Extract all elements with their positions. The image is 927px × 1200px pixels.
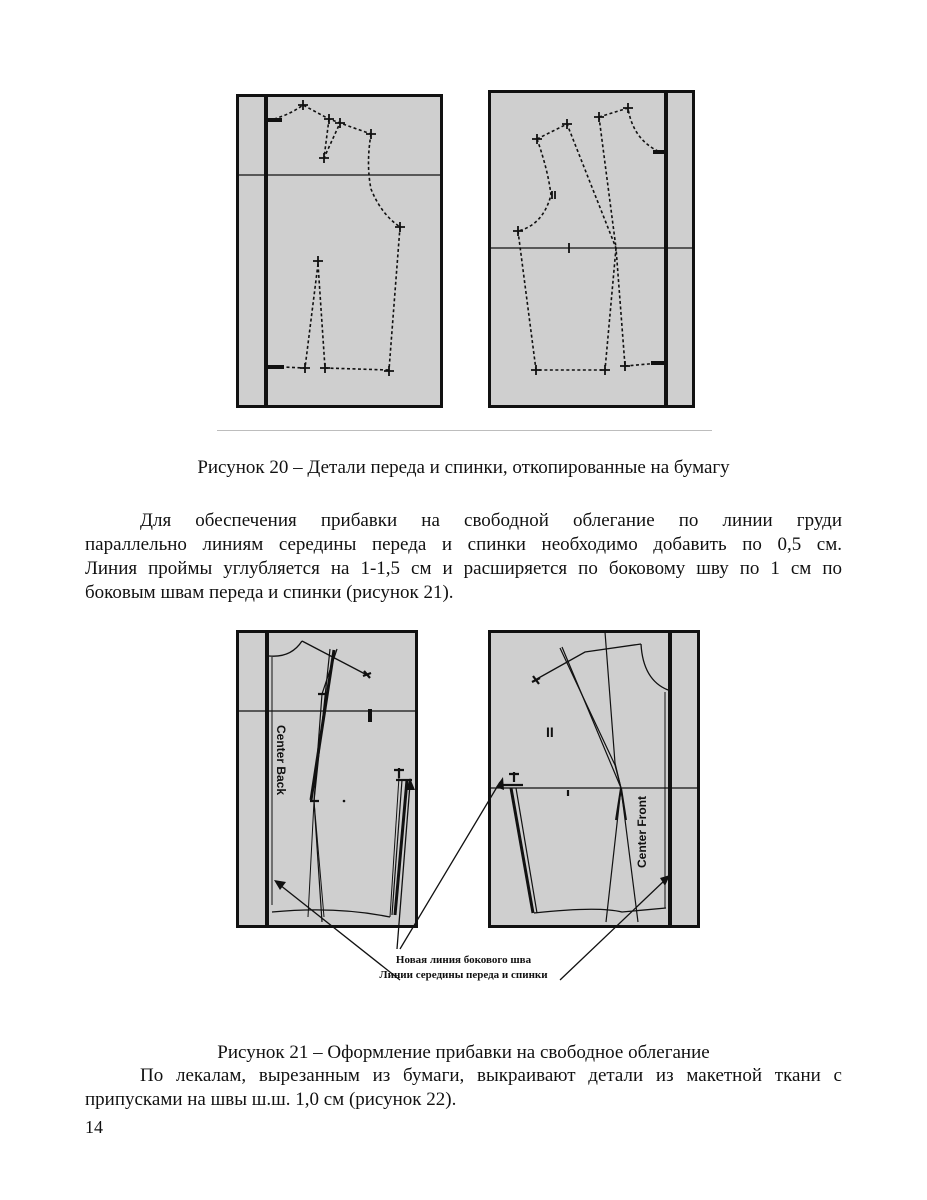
legend-line-1: Новая линия бокового шва (395, 954, 532, 966)
paragraph-line: боковым швам переда и спинки (рисунок 21). (85, 582, 454, 603)
paragraph-line: Линия проймы углубляется на 1-1,5 см и расширяется по боковому шву по 1 см по (85, 558, 842, 579)
figure20-back-pattern (236, 94, 443, 408)
figure20-caption: Рисунок 20 – Детали переда и спинки, откопированные на бумагу (197, 457, 730, 478)
page-number: 14 (85, 1117, 103, 1137)
legend-line-2: Линии середины переда и спинки (379, 969, 548, 981)
center-back-label: Center Back (274, 725, 288, 796)
paragraph-line: По лекалам, вырезанным из бумаги, выкраивают детали из макетной ткани с (140, 1065, 842, 1086)
paragraph-2 (85, 1064, 842, 1112)
center-front-label: Center Front (635, 796, 649, 868)
paragraph-1 (85, 509, 842, 605)
paragraph-line: параллельно линиям середины переда и спинки необходимо добавить по 0,5 см. (85, 534, 842, 555)
separator-line (217, 430, 712, 431)
figure20-front-pattern (488, 90, 695, 408)
paragraph-line: припусками на швы ш.ш. 1,0 см (рисунок 22). (85, 1089, 457, 1110)
paragraph-line: Для обеспечения прибавки на свободной облегание по линии груди (140, 510, 842, 531)
figure21-caption: Рисунок 21 – Оформление прибавки на свободное облегание (217, 1042, 710, 1063)
mark-II: II (546, 724, 554, 740)
